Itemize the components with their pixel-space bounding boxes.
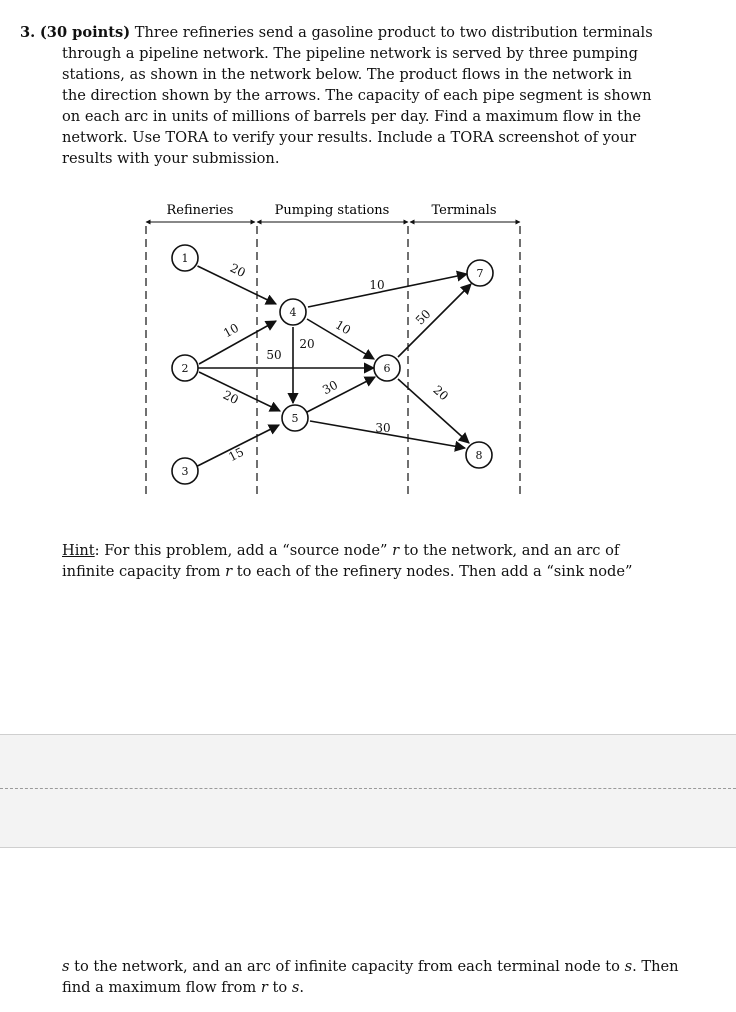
capacity-2-5: 20: [220, 387, 241, 408]
node-6-label: 6: [383, 362, 391, 375]
cont-var-s-3: s: [291, 979, 300, 996]
capacity-3-5: 15: [226, 444, 247, 465]
hint-var-r: r: [392, 542, 400, 559]
problem-paragraph: [20, 22, 660, 169]
cont-text-4: .: [299, 979, 304, 996]
arc-6-7: [398, 284, 471, 357]
capacity-4-7: 10: [369, 278, 385, 292]
node-5-label: 5: [291, 412, 299, 425]
hint-var-r-2: r: [225, 563, 233, 580]
hint-text-1: : For this problem, add a “source node”: [94, 542, 393, 559]
capacity-2-6: 50: [266, 348, 282, 362]
cont-var-s-2: s: [624, 958, 633, 975]
capacity-5-6: 30: [320, 377, 341, 398]
capacity-6-7: 50: [412, 306, 434, 328]
network-diagram: [140, 196, 530, 506]
capacity-5-8: 30: [375, 421, 391, 435]
cont-text-3: to: [267, 979, 292, 996]
problem-number: 3.: [20, 24, 36, 41]
refineries-label: Refineries: [166, 203, 234, 218]
cont-text-1: to the network, and an arc of infinite capacity from each terminal node to: [69, 958, 625, 975]
capacity-2-4: 10: [220, 320, 242, 341]
node-4-label: 4: [289, 306, 297, 319]
node-2-label: 2: [181, 362, 189, 375]
terminals-label: Terminals: [431, 203, 497, 218]
page-break-dashed-line: [0, 788, 736, 789]
page-break-band: [0, 734, 736, 848]
problem-points: (30 points): [39, 24, 131, 41]
node-7-label: 7: [476, 267, 484, 280]
arc-5-6: [307, 377, 375, 412]
problem-statement: [20, 22, 660, 169]
hint-continuation: [62, 956, 682, 998]
pumping-stations-label: Pumping stations: [274, 203, 390, 218]
cont-text-2: . Then find a maximum flow from: [62, 958, 679, 996]
node-8-label: 8: [475, 449, 483, 462]
hint-label: Hint: [62, 542, 95, 559]
cont-var-s: s: [62, 958, 70, 975]
arc-2-5: [199, 372, 280, 411]
capacity-6-8: 20: [430, 382, 452, 404]
capacity-1-4: 20: [227, 260, 248, 281]
pipeline-network-figure: [140, 196, 530, 506]
hint-text-2: to the network, and an arc of infinite capacity from: [62, 542, 620, 580]
node-3-label: 3: [181, 465, 189, 478]
node-1-label: 1: [181, 252, 189, 265]
arc-4-7: [308, 274, 467, 307]
cont-var-r: r: [260, 979, 268, 996]
capacity-4-6: 10: [332, 317, 354, 338]
hint-paragraph: [62, 540, 662, 582]
problem-text: Three refineries send a gasoline product to two distribution terminals through a pipeline network. The pipeline network is served by three pumping stations, as shown in the network below. The product flows in the network in the direction shown by the arrows. The capacity of each pipe segment is shown on each arc in units of millions of barrels per day. Find a maximum flow in the network. Use TORA to verify your results. Include a TORA screenshot of your results with your submission.: [62, 24, 653, 167]
hint-text-3: to each of the refinery nodes. Then add a “sink node”: [232, 563, 633, 580]
capacity-4-5: 20: [299, 337, 315, 351]
